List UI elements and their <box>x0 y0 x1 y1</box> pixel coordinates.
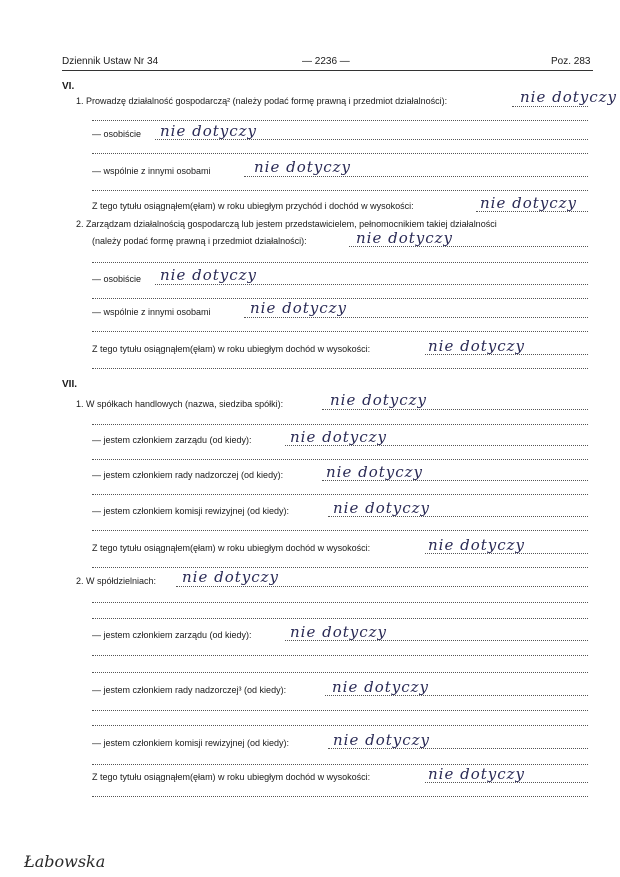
answer-line <box>92 796 588 797</box>
answer-line <box>512 106 588 107</box>
answer-line <box>176 586 588 587</box>
handwritten-answer: nie dotyczy <box>332 678 430 696</box>
vii-1-income-label: Z tego tytułu osiągnąłem(ęłam) w roku ubiegłym dochód w wysokości: <box>92 543 371 553</box>
answer-line <box>244 317 588 318</box>
vii-1-question: 1. W spółkach handlowych (nazwa, siedziba spółki): <box>76 399 284 409</box>
vi-2-jointly-label: — wspólnie z innymi osobami <box>92 307 211 317</box>
signature: Łabowska <box>24 852 106 871</box>
handwritten-answer: nie dotyczy <box>330 391 428 409</box>
answer-line <box>92 120 588 121</box>
handwritten-answer: nie dotyczy <box>254 158 352 176</box>
handwritten-answer: nie dotyczy <box>480 194 578 212</box>
handwritten-answer: nie dotyczy <box>326 463 424 481</box>
position-number: Poz. 283 <box>551 56 591 67</box>
journal-title: Dziennik Ustaw Nr 34 <box>62 56 159 67</box>
answer-line <box>92 368 588 369</box>
vi-2-question-cont: (należy podać formę prawną i przedmiot działalności): <box>92 236 307 246</box>
answer-line <box>155 284 588 285</box>
vii-1-audit-label: — jestem członkiem komisji rewizyjnej (od kiedy): <box>92 506 290 516</box>
answer-line <box>92 424 588 425</box>
answer-line <box>92 530 588 531</box>
answer-line <box>92 602 588 603</box>
handwritten-answer: nie dotyczy <box>356 229 454 247</box>
header-rule <box>62 70 593 71</box>
handwritten-answer: nie dotyczy <box>290 623 388 641</box>
vi-1-income-label: Z tego tytułu osiągnąłem(ęłam) w roku ubiegłym przychód i dochód w wysokości: <box>92 201 414 211</box>
answer-line <box>92 262 588 263</box>
answer-line <box>322 409 588 410</box>
vi-1-jointly-label: — wspólnie z innymi osobami <box>92 166 211 176</box>
answer-line <box>92 190 588 191</box>
handwritten-answer: nie dotyczy <box>250 299 348 317</box>
vi-2-personally-label: — osobiście <box>92 274 142 284</box>
vii-2-income-label: Z tego tytułu osiągnąłem(ęłam) w roku ubiegłym dochód w wysokości: <box>92 772 371 782</box>
vii-2-board-label: — jestem członkiem zarządu (od kiedy): <box>92 630 252 640</box>
answer-line <box>92 567 588 568</box>
handwritten-answer: nie dotyczy <box>333 499 431 517</box>
vi-1-personally-label: — osobiście <box>92 129 142 139</box>
answer-line <box>92 655 588 656</box>
handwritten-answer: nie dotyczy <box>428 536 526 554</box>
answer-line <box>244 176 588 177</box>
vi-2-question: 2. Zarządzam działalnością gospodarczą lub jestem przedstawicielem, pełnomocnikiem takiej działalności <box>76 219 497 229</box>
vii-2-supervisory-label: — jestem członkiem rady nadzorczej³ (od kiedy): <box>92 685 287 695</box>
section-vii-numeral: VII. <box>62 379 78 390</box>
handwritten-answer: nie dotyczy <box>182 568 280 586</box>
answer-line <box>92 494 588 495</box>
handwritten-answer: nie dotyczy <box>428 337 526 355</box>
handwritten-answer: nie dotyczy <box>160 122 258 140</box>
vii-2-question: 2. W spółdzielniach: <box>76 576 157 586</box>
handwritten-answer: nie dotyczy <box>333 731 431 749</box>
page-number: — 2236 — <box>302 56 350 67</box>
handwritten-answer: nie dotyczy <box>520 88 618 106</box>
vi-2-income-label: Z tego tytułu osiągnąłem(ęłam) w roku ubiegłym dochód w wysokości: <box>92 344 371 354</box>
handwritten-answer: nie dotyczy <box>290 428 388 446</box>
vi-1-question: 1. Prowadzę działalność gospodarczą² (należy podać formę prawną i przedmiot działalności): <box>76 96 448 106</box>
vii-1-board-label: — jestem członkiem zarządu (od kiedy): <box>92 435 252 445</box>
answer-line <box>92 459 588 460</box>
answer-line <box>92 725 588 726</box>
handwritten-answer: nie dotyczy <box>160 266 258 284</box>
handwritten-answer: nie dotyczy <box>428 765 526 783</box>
answer-line <box>92 672 588 673</box>
vii-1-supervisory-label: — jestem członkiem rady nadzorczej (od kiedy): <box>92 470 284 480</box>
vii-2-audit-label: — jestem członkiem komisji rewizyjnej (od kiedy): <box>92 738 290 748</box>
answer-line <box>92 618 588 619</box>
answer-line <box>92 331 588 332</box>
answer-line <box>92 710 588 711</box>
answer-line <box>92 153 588 154</box>
section-vi-numeral: VI. <box>62 81 75 92</box>
